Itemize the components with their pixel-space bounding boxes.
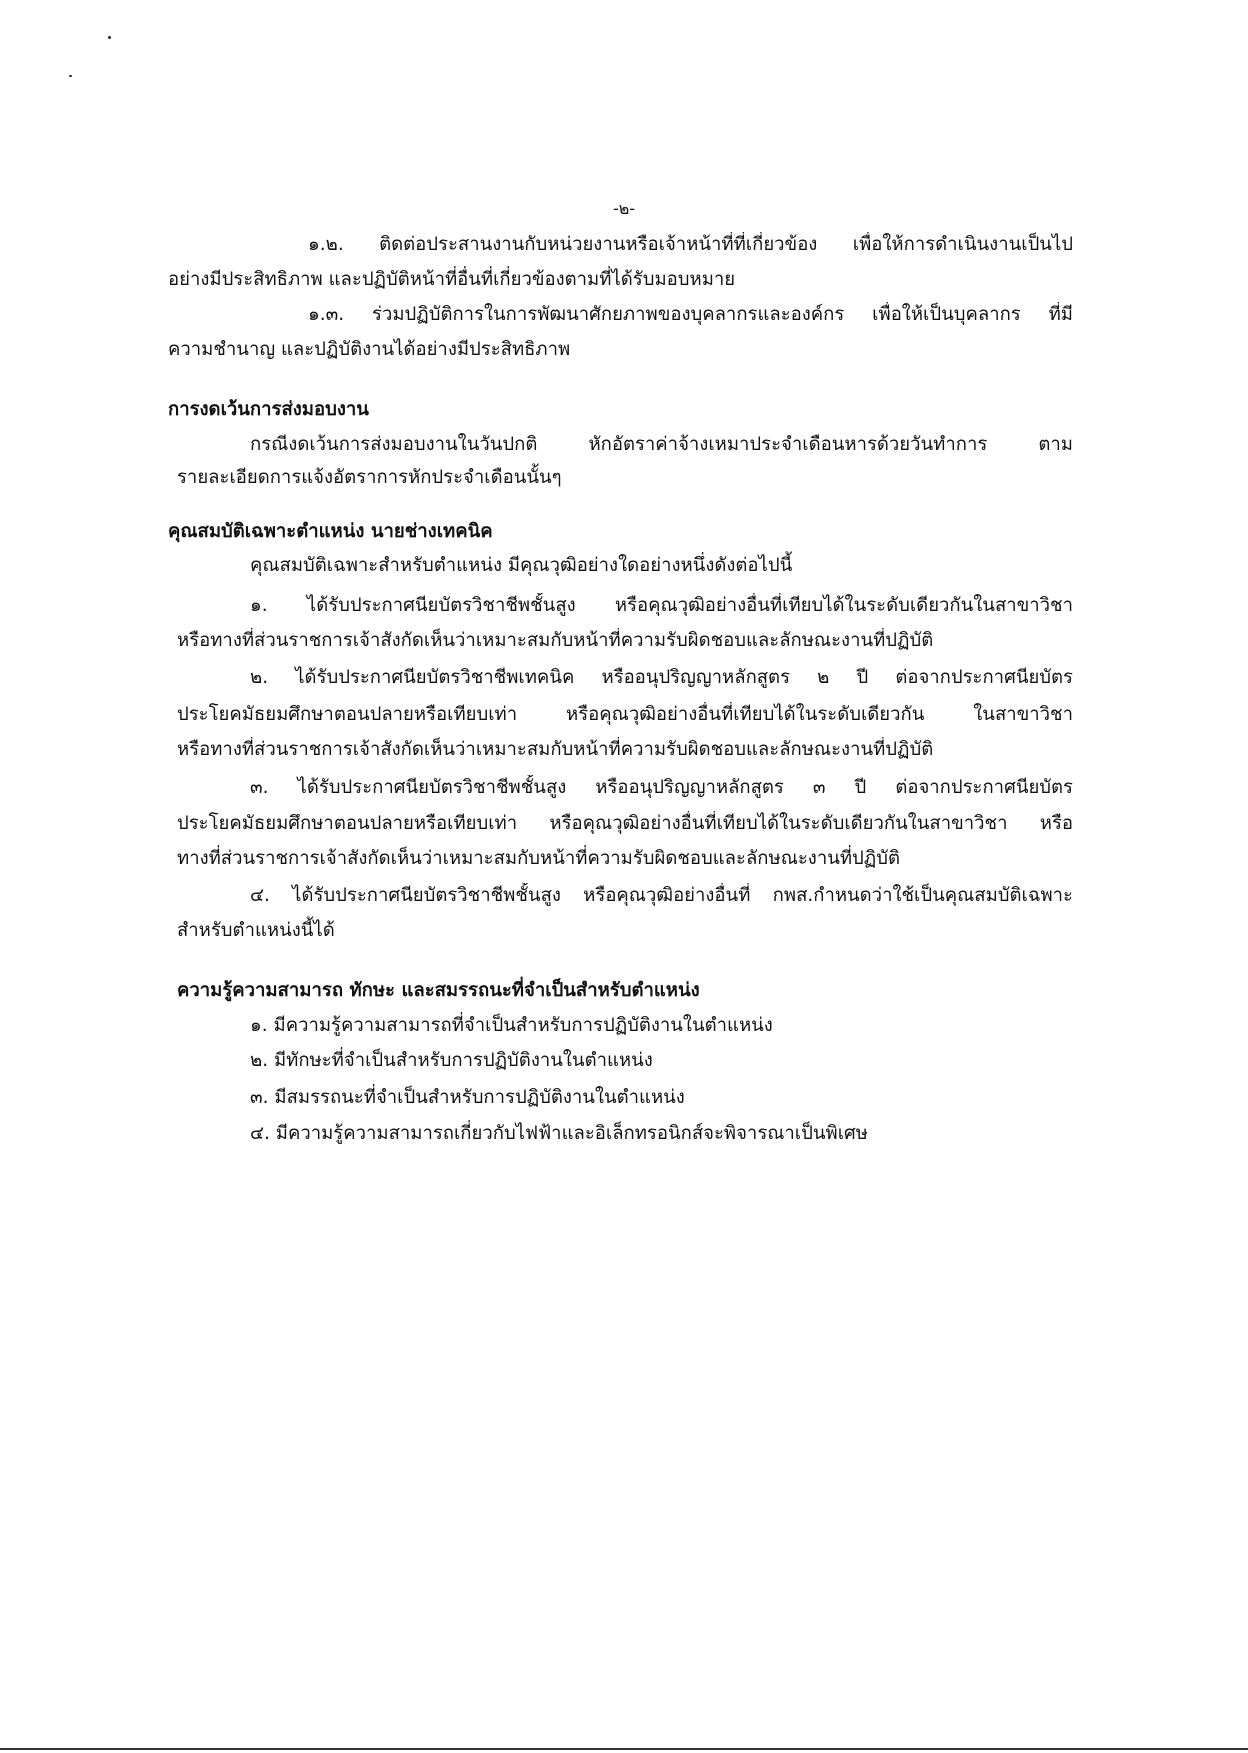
page-number: -๒- [612,199,636,218]
paragraph-line: ๑.๒. ติดต่อประสานงานกับหน่วยงานหรือเจ้าหน้าที่ที่เกี่ยวข้อง เพื่อให้การดำเนินงานเป็นไป [308,234,1073,255]
paragraph-line: รายละเอียดการแจ้งอัตราการหักประจำเดือนนั้นๆ [177,467,562,488]
list-item: ๓. มีสมรรถนะที่จำเป็นสำหรับการปฏิบัติงานในตำแหน่ง [250,1087,685,1108]
scan-speck [69,75,72,77]
list-item: ๑. มีความรู้ความสามารถที่จำเป็นสำหรับการปฏิบัติงานในตำแหน่ง [250,1015,773,1036]
paragraph-line: ทางที่ส่วนราชการเจ้าสังกัดเห็นว่าเหมาะสมกับหน้าที่ความรับผิดชอบและลักษณะงานที่ปฏิบัติ [177,848,900,869]
paragraph-line: ๓. ได้รับประกาศนียบัตรวิชาชีพชั้นสูง หรืออนุปริญญาหลักสูตร ๓ ปี ต่อจากประกาศนียบัตร [250,777,1073,798]
paragraph-line: คุณสมบัติเฉพาะสำหรับตำแหน่ง มีคุณวุฒิอย่างใดอย่างหนึ่งดังต่อไปนี้ [250,555,793,576]
paragraph-line: ประโยคมัธยมศึกษาตอนปลายหรือเทียบเท่า หรือคุณวุฒิอย่างอื่นที่เทียบได้ในระดับเดียวกัน ในสาขาวิชา [177,704,1073,725]
list-item: ๒. มีทักษะที่จำเป็นสำหรับการปฏิบัติงานในตำแหน่ง [250,1050,653,1071]
section-heading: การงดเว้นการส่งมอบงาน [168,399,369,420]
paragraph-line: หรือทางที่ส่วนราชการเจ้าสังกัดเห็นว่าเหมาะสมกับหน้าที่ความรับผิดชอบและลักษณะงานที่ปฏิบัติ [177,739,934,760]
paragraph-line: อย่างมีประสิทธิภาพ และปฏิบัติหน้าที่อื่นที่เกี่ยวข้องตามที่ได้รับมอบหมาย [168,269,736,290]
paragraph-line: สำหรับตำแหน่งนี้ได้ [177,920,335,941]
paragraph-line: ประโยคมัธยมศึกษาตอนปลายหรือเทียบเท่า หรือคุณวุฒิอย่างอื่นที่เทียบได้ในระดับเดียวกันในสาขาวิชา หรือ [177,813,1073,834]
list-item: ๔. มีความรู้ความสามารถเกี่ยวกับไฟฟ้าและอิเล็กทรอนิกส์จะพิจารณาเป็นพิเศษ [250,1123,868,1144]
paragraph-line: ๑. ได้รับประกาศนียบัตรวิชาชีพชั้นสูง หรือคุณวุฒิอย่างอื่นที่เทียบได้ในระดับเดียวกันในสาขาวิชา [250,595,1073,616]
paragraph-line: ๔. ได้รับประกาศนียบัตรวิชาชีพชั้นสูง หรือคุณวุฒิอย่างอื่นที่ กพส.กำหนดว่าใช้เป็นคุณสมบัติเฉพาะ [250,885,1073,906]
scan-speck [108,36,111,39]
paragraph-line: กรณีงดเว้นการส่งมอบงานในวันปกติ หักอัตราค่าจ้างเหมาประจำเดือนหารด้วยวันทำการ ตาม [250,434,1073,455]
section-heading: ความรู้ความสามารถ ทักษะ และสมรรถนะที่จำเป็นสำหรับตำแหน่ง [177,980,700,1001]
paragraph-line: ๑.๓. ร่วมปฏิบัติการในการพัฒนาศักยภาพของบุคลากรและองค์กร เพื่อให้เป็นบุคลากร ที่มี [308,304,1073,325]
section-heading: คุณสมบัติเฉพาะตำแหน่ง นายช่างเทคนิค [168,521,493,542]
paragraph-line: ๒. ได้รับประกาศนียบัตรวิชาชีพเทคนิค หรืออนุปริญญาหลักสูตร ๒ ปี ต่อจากประกาศนียบัตร [250,667,1073,688]
paragraph-line: หรือทางที่ส่วนราชการเจ้าสังกัดเห็นว่าเหมาะสมกับหน้าที่ความรับผิดชอบและลักษณะงานที่ปฏิบัติ [177,630,934,651]
scan-bottom-edge [0,1748,1248,1750]
paragraph-line: ความชำนาญ และปฏิบัติงานได้อย่างมีประสิทธิภาพ [168,339,571,360]
